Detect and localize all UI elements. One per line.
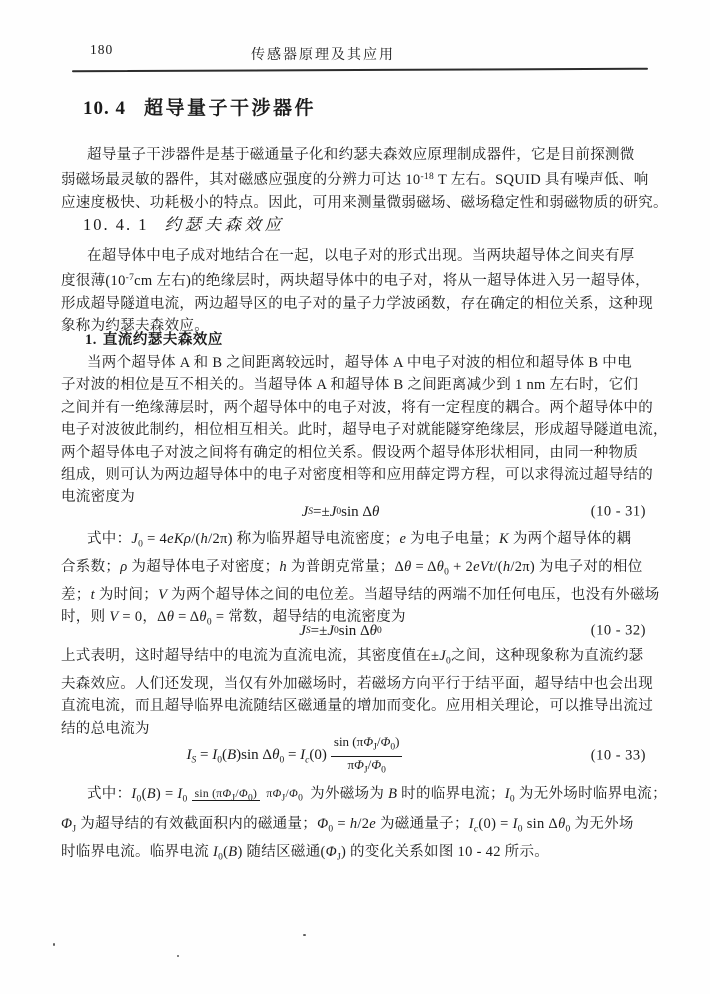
paragraph-dc-effect xyxy=(61,645,653,740)
text-line: 当两个超导体 A 和 B 之间距离较远时，超导体 A 中电子对波的相位和超导体 B 中电 xyxy=(87,355,632,371)
equation-10-31 xyxy=(61,500,648,524)
paragraph-intro xyxy=(61,144,668,214)
scan-speck xyxy=(303,934,306,936)
text-line: 合系数；ρ 为超导体电子对密度；h 为普朗克常量；$\Delta\theta = \Delta\theta_0 + 2eVt/(h/2\pi)$ 为电子对的相位 xyxy=(61,558,643,578)
fraction-denominator: $\pi\Phi_J/\Phi_0$ xyxy=(266,787,304,803)
subhead-title: 直流约瑟夫森效应 xyxy=(102,332,223,348)
paragraph-josephson-intro xyxy=(61,245,653,338)
text-line: 应速度极快、功耗极小的特点。因此，可用来测量微弱磁场、磁场稳定性和弱磁物质的研究。 xyxy=(61,194,668,211)
equation-body: J S =± J 0 sin Δ θ 0 xyxy=(299,622,382,639)
text-line: 形成超导隧道电流，两边超导区的电子对的量子力学波函数，存在确定的相位关系，这种现 xyxy=(61,295,653,312)
equation-body: J S =± J 0 sin Δ θ xyxy=(301,503,380,520)
text-line: 在超导体中电子成对地结合在一起，以电子对的形式出现。当两块超导体之间夹有厚 xyxy=(87,248,635,264)
fraction-denominator: $\pi\Phi_J/\Phi_0$ xyxy=(347,756,386,775)
equation-lhs: $I_S = I_0(B)\sin$ $\Delta\theta_0 = I_c(0)$ xyxy=(186,746,327,766)
page-number: 180 xyxy=(90,42,114,57)
equation-number: (10 - 33) xyxy=(590,747,646,764)
scan-speck xyxy=(177,955,179,957)
text-line: $\Phi_J$ 为超导结的有效截面积内的磁通量；$\Phi_0 = h/2e$ 为磁通量子；$I_c(0) = I_0$ $\sin \Delta\theta_0$ 为无外场 xyxy=(61,816,634,835)
text-line: 时临界电流。临界电流 $I_0(B)$ 随结区磁通$(\Phi_J)$ 的变化关系如图 10 - 42 所示。 xyxy=(61,843,550,863)
fraction-numerator: $\sin (\pi\Phi_J/\Phi_0)$ xyxy=(331,734,403,757)
text-line: 电子对波彼此制约，相位相互相关。此时，超导电子对就能隧穿绝缘层，形成超导隧道电流， xyxy=(61,422,668,439)
subsection-title: 约瑟夫森效应 xyxy=(164,215,285,234)
text-line: 上式表明，这时超导结中的电流为直流电流，其密度值在$\pm J_0$之间，这种现象称为直流约瑟 xyxy=(61,648,644,667)
subsection-number: 10. 4. 1 xyxy=(83,215,149,234)
text-line: 超导量子干涉器件是基于磁通量子化和约瑟夫森效应原理制成器件，它是目前探测微 xyxy=(87,147,635,163)
running-head-title: 传感器原理及其应用 xyxy=(251,48,395,63)
text-line xyxy=(61,780,667,813)
text-segment: 为外磁场为 B 时的临界电流；$I_0$ 为无外场时临界电流； xyxy=(310,785,667,805)
section-heading xyxy=(61,93,316,120)
paragraph-coupling xyxy=(61,352,668,509)
text-segment: 式中：$I_0(B) = I_0$ xyxy=(87,785,188,805)
equation-number: (10 - 31) xyxy=(590,503,646,520)
equation-10-33 xyxy=(61,735,648,777)
text-line: 度很薄($10^{-7}cm$ 左右)的绝缘层时，两块超导体中的电子对，将从一超导体进入另一超导体， xyxy=(61,273,650,290)
text-line: 差；t 为时间；V 为两个超导体之间的电位差。当超导结的两端不加任何电压，也没有外磁场 xyxy=(61,586,660,603)
scan-speck xyxy=(53,943,55,946)
equation-number: (10 - 32) xyxy=(590,622,646,639)
fraction-numerator: $\sin (\pi\Phi_J/\Phi_0)$ xyxy=(192,788,261,801)
text-line: 两个超导体电子对波之间将有确定的相位关系。假设两个超导体形状相同，由同一种物质 xyxy=(61,444,639,461)
inline-fraction xyxy=(192,788,307,806)
text-line: 电流密度为 xyxy=(61,489,135,506)
text-line: 式中：$J_0 = 4eK\rho/(h/2\pi)$ 称为临界超导电流密度；e 为电子电量；K 为两个超导体的耦 xyxy=(87,531,632,550)
text-line: 子对波的相位是互不相关的。当超导体 A 和超导体 B 之间距离减少到 1 nm 左右时，它们 xyxy=(61,377,639,394)
text-line: 象称为约瑟夫森效应。 xyxy=(61,318,209,335)
paragraph-eq33-terms xyxy=(61,780,667,869)
subhead-dc-josephson xyxy=(61,328,223,349)
subhead-number: 1. xyxy=(85,332,97,348)
section-title: 超导量子干涉器件 xyxy=(144,98,317,119)
fraction xyxy=(331,734,403,778)
text-line: 结的总电流为 xyxy=(61,720,150,737)
text-line: 时，则 V = 0，$\Delta\theta = \Delta\theta_0$ = 常数，超导结的电流密度为 xyxy=(61,609,406,628)
header-rule xyxy=(72,68,648,73)
text-line: 夫森效应。人们还发现，当仅有外加磁场时，若磁场方向平行于结平面，超导结中也会出现 xyxy=(61,675,653,692)
text-line: 直流电流，而且超导临界电流随结区磁通量的增加而变化。应用相关理论，可以推导出流过 xyxy=(61,698,653,715)
section-number: 10. 4 xyxy=(83,98,126,119)
text-line: 之间并有一绝缘薄层时，两个超导体中的电子对波，将有一定程度的耦合。两个超导体中的 xyxy=(61,399,653,416)
text-line: 组成，则可认为两边超导体中的电子对密度相等和应用薛定谔方程，可以求得流过超导结的 xyxy=(61,467,653,484)
equation-body xyxy=(187,734,407,778)
equation-10-32 xyxy=(61,619,648,643)
subsection-heading xyxy=(61,211,285,235)
text-line: 弱磁场最灵敏的器件，其对磁感应强度的分辨力可达 $10^{-18}$ T 左右。SQUID 具有噪声低、响 xyxy=(61,172,649,189)
